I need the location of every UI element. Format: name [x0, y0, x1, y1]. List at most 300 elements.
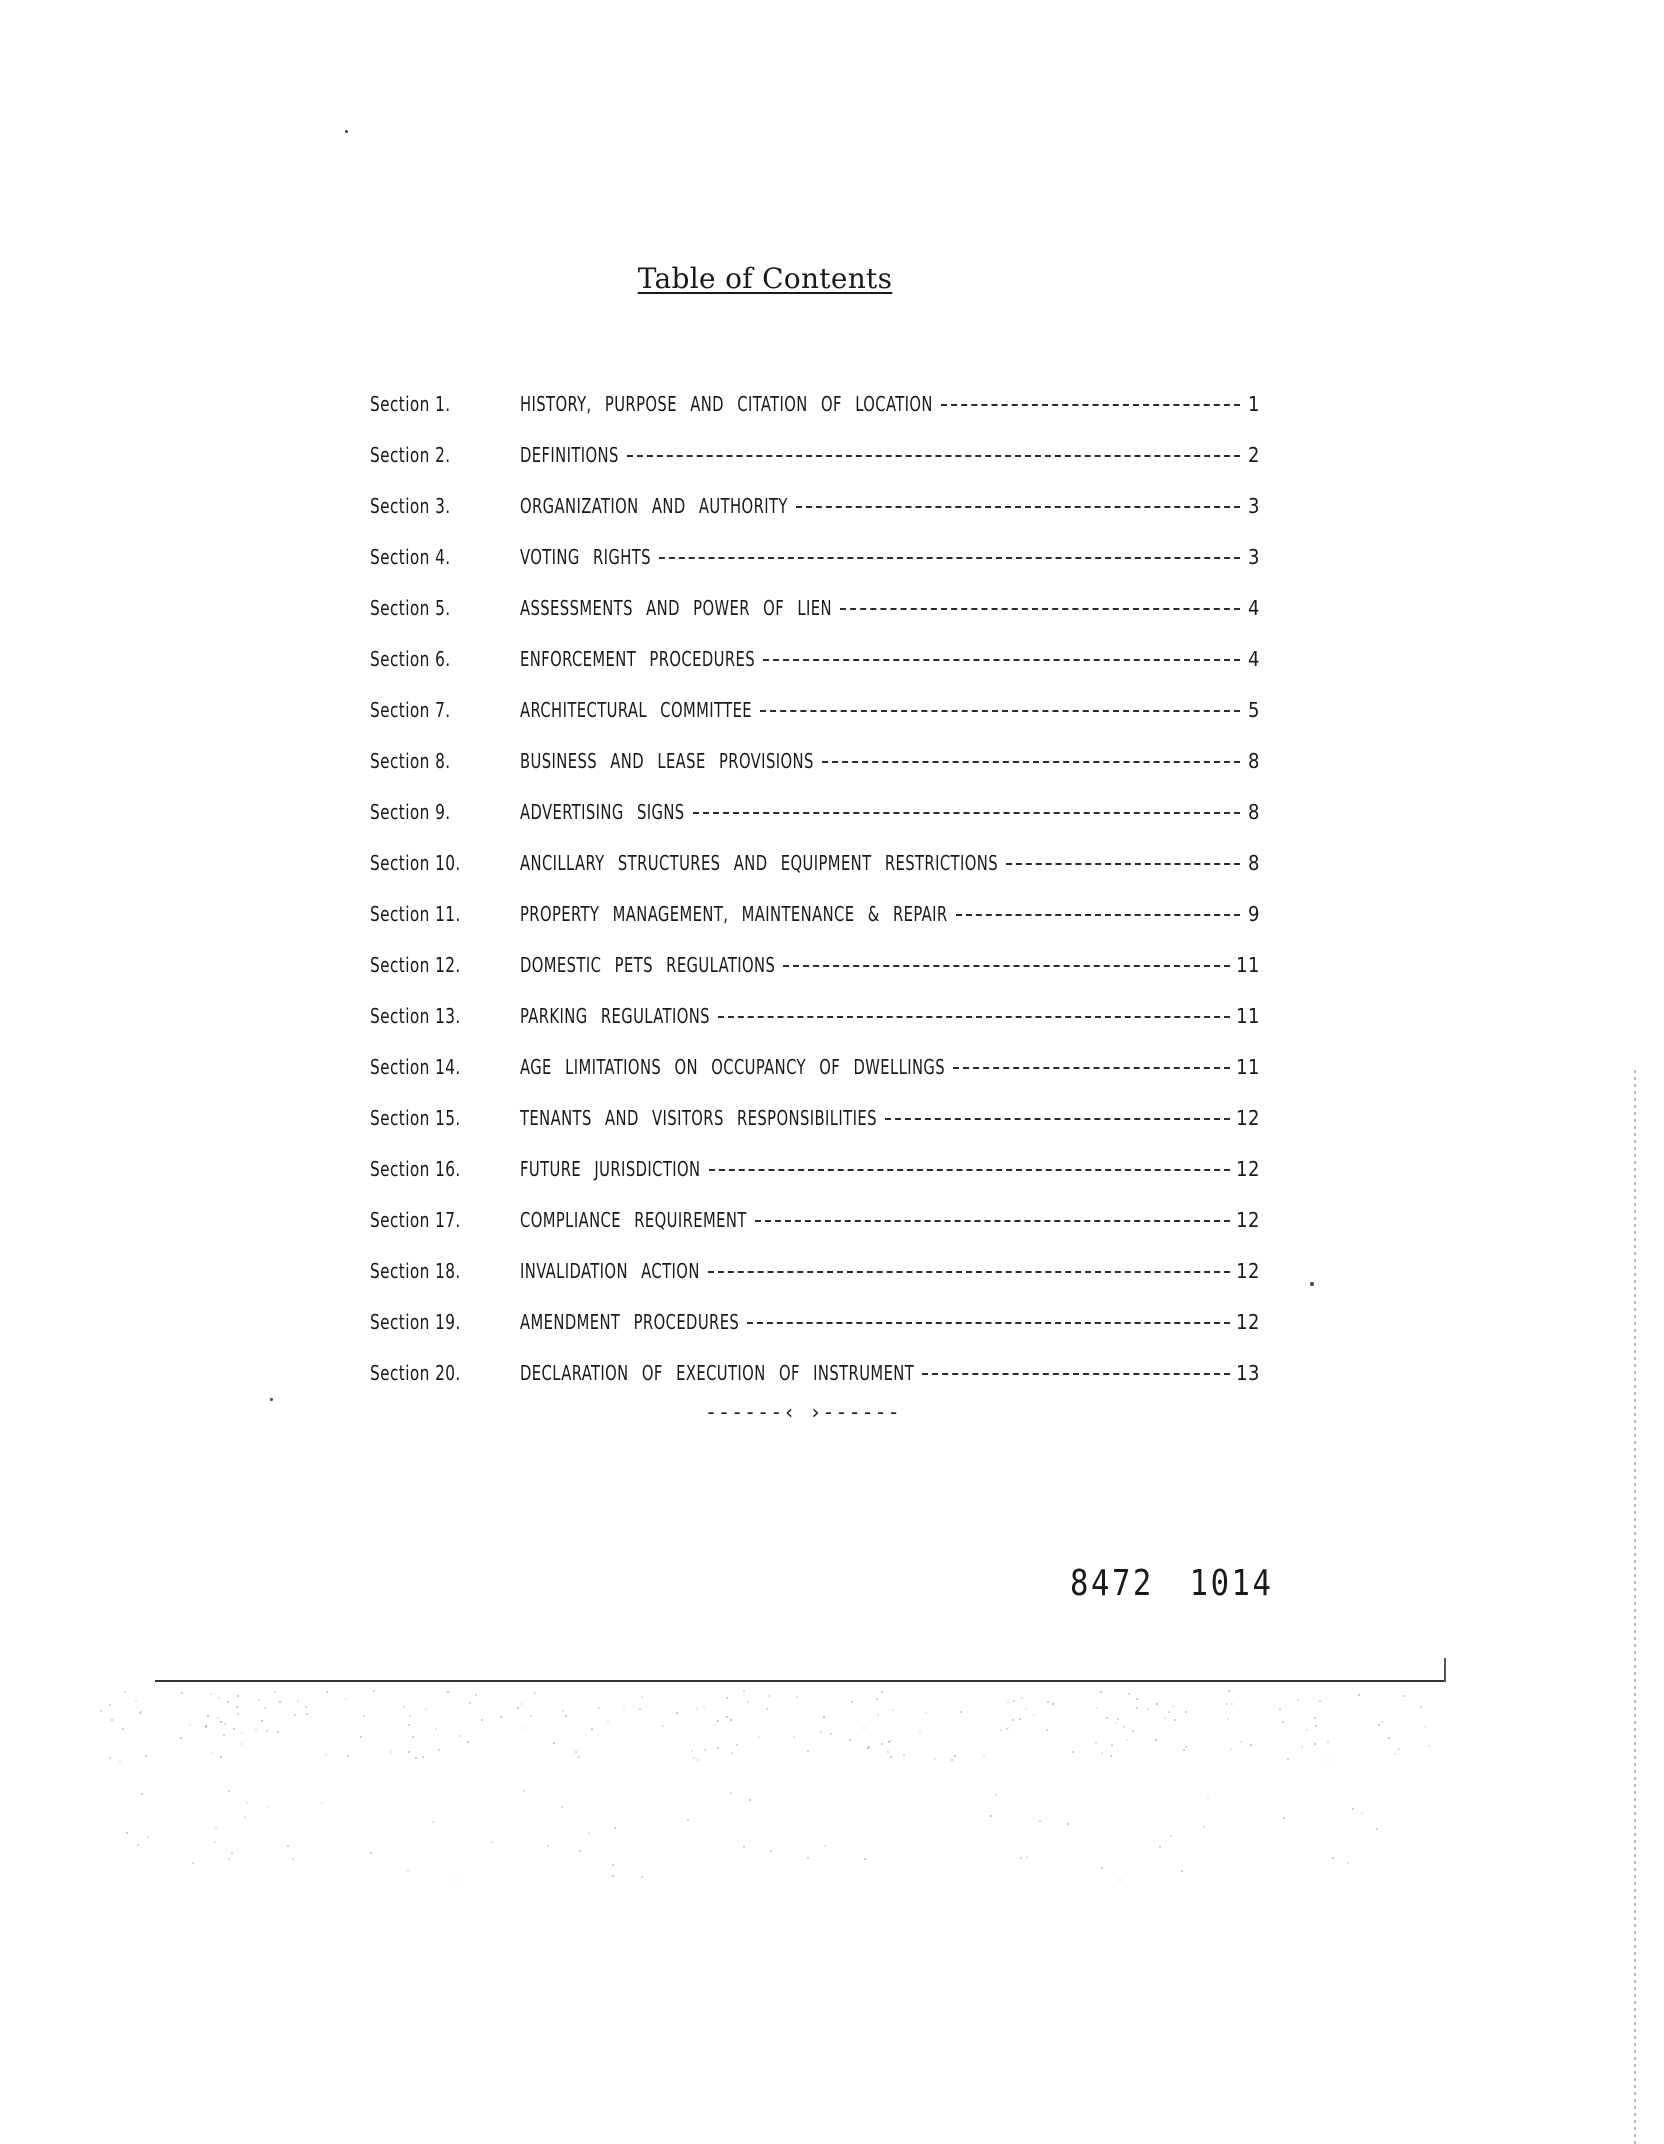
- scan-speckle: [1168, 1711, 1170, 1713]
- toc-dot-leader: [783, 965, 1230, 967]
- scan-speckle: [758, 1736, 760, 1738]
- scan-speckle: [925, 1712, 927, 1714]
- scan-speckle: [180, 1737, 182, 1739]
- scan-speckle: [1181, 1870, 1183, 1872]
- scan-speckle: [995, 1794, 997, 1796]
- toc-entry-body: [520, 443, 1260, 467]
- scan-speckle: [1110, 1755, 1112, 1757]
- scan-speckle: [292, 1858, 294, 1860]
- toc-section-title: AMENDMENT PROCEDURES: [520, 1309, 740, 1334]
- scan-speckle: [1126, 1739, 1128, 1741]
- scan-speckle: [534, 1692, 536, 1694]
- toc-entry: [370, 429, 1260, 480]
- toc-page-number: 2: [1248, 442, 1260, 467]
- scan-speckle: [266, 1730, 268, 1732]
- scan-speckle: [1203, 1826, 1205, 1828]
- toc-page-number: 4: [1248, 595, 1260, 620]
- scan-speckle: [1106, 1717, 1108, 1719]
- scan-speckle: [726, 1716, 728, 1718]
- scan-speckle: [274, 1691, 276, 1693]
- scan-speckle: [726, 1697, 728, 1699]
- scan-speckle: [1119, 1879, 1121, 1881]
- scan-speckle: [223, 1734, 225, 1736]
- toc-entry-body: [520, 902, 1260, 926]
- scan-speckle: [432, 1821, 434, 1823]
- toc-section-title: COMPLIANCE REQUIREMENT: [520, 1207, 747, 1232]
- scan-speckle: [562, 1710, 564, 1712]
- scan-speckle: [796, 1696, 798, 1698]
- scan-speckle: [475, 1694, 477, 1696]
- toc-section-title: ORGANIZATION AND AUTHORITY: [520, 493, 788, 518]
- toc-page-number: 13: [1236, 1360, 1260, 1385]
- scan-speckle: [717, 1720, 719, 1722]
- toc-entry: [370, 1143, 1260, 1194]
- scan-speckle: [1352, 1808, 1354, 1810]
- toc-entry: [370, 1092, 1260, 1143]
- scan-speckle: [1327, 1759, 1329, 1761]
- scan-speckle: [326, 1691, 328, 1693]
- toc-dot-leader: [822, 761, 1240, 763]
- scan-speckle: [210, 1693, 212, 1695]
- toc-dot-leader: [693, 812, 1240, 814]
- scan-speckle: [297, 1700, 299, 1702]
- scan-speckle: [192, 1862, 194, 1864]
- scan-speckle: [1000, 1729, 1002, 1731]
- scan-speckle: [1095, 1742, 1097, 1744]
- toc-entry: [370, 888, 1260, 939]
- toc-section-number: Section 9.: [370, 799, 451, 824]
- scan-speckle: [697, 1759, 699, 1761]
- scan-speckle: [1039, 1820, 1041, 1822]
- scan-speckle: [768, 1695, 770, 1697]
- scan-speckle: [1174, 1719, 1176, 1721]
- scan-speckle: [1388, 1737, 1390, 1739]
- scan-speckle: [823, 1716, 825, 1718]
- scan-speckle: [373, 1690, 375, 1692]
- toc-page-number: 1: [1248, 391, 1260, 416]
- scan-speckle: [614, 1827, 616, 1829]
- scan-speckle: [553, 1742, 555, 1744]
- toc-dot-leader: [763, 659, 1240, 661]
- scan-speckle: [409, 1715, 411, 1717]
- scan-speckle: [703, 1706, 705, 1708]
- toc-entry: [370, 582, 1260, 633]
- footer-rule: [155, 1680, 1445, 1682]
- scan-speckle: [598, 1707, 600, 1709]
- scan-speckle: [1123, 1726, 1125, 1728]
- scan-speckle: [360, 1736, 362, 1738]
- scan-speckle: [438, 1749, 440, 1751]
- scan-speckle: [1227, 1718, 1229, 1720]
- scan-speckle: [500, 1716, 502, 1718]
- scan-speckle: [881, 1691, 883, 1693]
- scan-speckle: [743, 1690, 745, 1692]
- scan-speckle: [830, 1733, 832, 1735]
- toc-section-title: ASSESSMENTS AND POWER OF LIEN: [520, 595, 832, 620]
- scan-speckle: [181, 1692, 183, 1694]
- scan-speckle: [1136, 1707, 1138, 1709]
- toc-section-title: DOMESTIC PETS REGULATIONS: [520, 952, 776, 977]
- toc-page-number: 8: [1248, 850, 1260, 875]
- scan-speckle: [126, 1832, 128, 1834]
- recording-book-page-stamp: [1070, 1563, 1273, 1604]
- scan-speckle: [696, 1708, 698, 1710]
- scan-speckle: [578, 1756, 580, 1758]
- toc-section-title: DEFINITIONS: [520, 442, 619, 467]
- scan-speckle: [277, 1731, 279, 1733]
- toc-entry: [370, 1296, 1260, 1347]
- scan-speckle: [747, 1701, 749, 1703]
- scan-speckle: [347, 1755, 349, 1757]
- toc-dot-leader: [708, 1271, 1230, 1273]
- toc-entry-body: [520, 953, 1260, 977]
- toc-dot-leader: [840, 608, 1240, 610]
- scan-speckle: [231, 1852, 233, 1854]
- stray-dot: [270, 1398, 273, 1401]
- toc-page-number: 12: [1236, 1309, 1260, 1334]
- toc-section-number: Section 19.: [370, 1309, 461, 1334]
- page-number: 1014: [1189, 1563, 1274, 1604]
- scan-speckle: [1046, 1729, 1048, 1731]
- scan-speckle: [211, 1752, 213, 1754]
- scan-speckle: [236, 1706, 238, 1708]
- scan-speckle: [1225, 1703, 1227, 1705]
- scan-speckle: [919, 1730, 921, 1732]
- scan-speckle: [1240, 1741, 1242, 1743]
- scan-speckle: [279, 1701, 281, 1703]
- scan-speckle: [422, 1756, 424, 1758]
- toc-entry: [370, 480, 1260, 531]
- toc-entry: [370, 1041, 1260, 1092]
- scan-speckle: [1332, 1857, 1334, 1859]
- toc-section-title: TENANTS AND VISITORS RESPONSIBILITIES: [520, 1105, 877, 1130]
- end-of-contents-mark: ------‹ ›------: [705, 1400, 901, 1424]
- scan-speckle: [1096, 1707, 1098, 1709]
- toc-entry-body: [520, 1055, 1260, 1079]
- scan-speckle: [824, 1845, 826, 1847]
- scan-speckle: [217, 1717, 219, 1719]
- scan-speckle: [244, 1816, 246, 1818]
- toc-page-number: 12: [1236, 1207, 1260, 1232]
- toc-entry-body: [520, 647, 1260, 671]
- scan-speckle: [455, 1879, 457, 1881]
- scan-speckle: [447, 1691, 449, 1693]
- scan-speckle: [565, 1715, 567, 1717]
- scan-speckle: [1185, 1711, 1187, 1713]
- toc-page-number: 8: [1248, 799, 1260, 824]
- scan-speckle: [325, 1754, 327, 1756]
- scan-speckle: [1228, 1690, 1230, 1692]
- scan-speckle: [240, 1743, 242, 1745]
- toc-section-title: PARKING REGULATIONS: [520, 1003, 710, 1028]
- scan-speckle: [1111, 1744, 1113, 1746]
- scan-speckle: [749, 1799, 751, 1801]
- toc-section-title: PROPERTY MANAGEMENT, MAINTENANCE & REPAIR: [520, 901, 948, 926]
- scan-speckle: [220, 1721, 222, 1723]
- scan-speckle: [820, 1731, 822, 1733]
- scan-speckle: [481, 1719, 483, 1721]
- scan-speckle: [849, 1739, 851, 1741]
- scan-speckle: [730, 1792, 732, 1794]
- toc-section-number: Section 6.: [370, 646, 451, 671]
- scan-speckle: [1155, 1739, 1157, 1741]
- scan-speckle: [1250, 1744, 1252, 1746]
- scan-speckle: [588, 1832, 590, 1834]
- toc-entry: [370, 990, 1260, 1041]
- toc-entry-body: [520, 698, 1260, 722]
- toc-section-number: Section 1.: [370, 391, 451, 416]
- scan-speckle: [607, 1721, 609, 1723]
- toc-entry-body: [520, 1259, 1260, 1283]
- toc-section-number: Section 18.: [370, 1258, 461, 1283]
- scan-speckle: [892, 1709, 894, 1711]
- scan-speckle: [1358, 1694, 1360, 1696]
- scan-speckle: [370, 1852, 372, 1854]
- scan-speckle: [1172, 1705, 1174, 1707]
- scan-speckle: [575, 1751, 577, 1753]
- toc-section-number: Section 17.: [370, 1207, 461, 1232]
- scan-speckle: [1132, 1730, 1134, 1732]
- toc-page-number: 3: [1248, 493, 1260, 518]
- scan-speckle: [877, 1714, 879, 1716]
- scan-speckle: [1136, 1698, 1138, 1700]
- toc-entry-body: [520, 1004, 1260, 1028]
- scan-speckle: [691, 1750, 693, 1752]
- scan-speckle: [766, 1708, 768, 1710]
- scan-speckle: [124, 1691, 126, 1693]
- scan-speckle: [1072, 1751, 1074, 1753]
- toc-page-number: 5: [1248, 697, 1260, 722]
- scan-speckle: [137, 1844, 139, 1846]
- scan-speckle: [111, 1719, 113, 1721]
- scan-speckle: [122, 1728, 124, 1730]
- toc-section-number: Section 8.: [370, 748, 451, 773]
- toc-entry-body: [520, 1361, 1260, 1385]
- scan-speckle: [1279, 1708, 1281, 1710]
- scan-speckle: [807, 1857, 809, 1859]
- scan-speckle: [408, 1751, 410, 1753]
- toc-dot-leader: [941, 404, 1240, 406]
- toc-dot-leader: [796, 506, 1240, 508]
- scan-speckle: [264, 1707, 266, 1709]
- scan-speckle: [246, 1802, 248, 1804]
- toc-section-title: AGE LIMITATIONS ON OCCUPANCY OF DWELLINGS: [520, 1054, 946, 1079]
- scan-speckle: [1230, 1748, 1232, 1750]
- scan-speckle: [770, 1850, 772, 1852]
- scan-speckle: [403, 1706, 405, 1708]
- toc-section-number: Section 16.: [370, 1156, 461, 1181]
- scan-speckle: [491, 1841, 493, 1843]
- scan-speckle: [623, 1706, 625, 1708]
- toc-section-number: Section 11.: [370, 901, 461, 926]
- scan-speckle: [1231, 1703, 1233, 1705]
- toc-page-number: 8: [1248, 748, 1260, 773]
- scan-speckle: [1007, 1701, 1009, 1703]
- scan-speckle: [1420, 1706, 1422, 1708]
- toc-section-number: Section 14.: [370, 1054, 461, 1079]
- scan-speckle: [876, 1698, 878, 1700]
- scan-speckle: [261, 1720, 263, 1722]
- scan-speckle: [1021, 1697, 1023, 1699]
- scan-speckle: [233, 1728, 235, 1730]
- toc-section-title: ARCHITECTURAL COMMITTEE: [520, 697, 753, 722]
- scan-speckle: [890, 1756, 892, 1758]
- scan-speckle: [522, 1727, 524, 1729]
- toc-section-title: ANCILLARY STRUCTURES AND EQUIPMENT RESTRICTIONS: [520, 850, 998, 875]
- scan-speckle: [147, 1836, 149, 1838]
- stray-dot: [345, 130, 348, 133]
- toc-page-number: 11: [1236, 1054, 1260, 1079]
- toc-entry: [370, 786, 1260, 837]
- toc-section-title: FUTURE JURISDICTION: [520, 1156, 701, 1181]
- scan-speckle: [1428, 1745, 1430, 1747]
- scan-speckle: [1381, 1721, 1383, 1723]
- toc-page-number: 9: [1248, 901, 1260, 926]
- scan-speckle: [889, 1740, 891, 1742]
- scan-speckle: [425, 1708, 427, 1710]
- table-of-contents: [370, 378, 1260, 1398]
- footer-rule-end: [1440, 1658, 1446, 1682]
- toc-section-number: Section 12.: [370, 952, 461, 977]
- scan-speckle: [591, 1728, 593, 1730]
- scan-speckle: [881, 1743, 883, 1745]
- scan-speckle: [1147, 1708, 1149, 1710]
- toc-entry: [370, 735, 1260, 786]
- scan-speckle: [267, 1806, 269, 1808]
- toc-dot-leader: [627, 455, 1240, 457]
- toc-section-number: Section 4.: [370, 544, 451, 569]
- toc-entry: [370, 1347, 1260, 1398]
- scan-speckle: [287, 1845, 289, 1847]
- scan-speckle: [934, 1758, 936, 1760]
- scan-speckle: [561, 1806, 563, 1808]
- book-number: 8472: [1070, 1563, 1154, 1604]
- scan-speckle: [1207, 1797, 1209, 1799]
- scan-speckle: [530, 1715, 532, 1717]
- scan-speckle: [1052, 1703, 1054, 1705]
- scan-edge: [1634, 1070, 1636, 2144]
- toc-page-number: 11: [1236, 1003, 1260, 1028]
- scan-speckle: [306, 1713, 308, 1715]
- scan-speckle: [408, 1724, 410, 1726]
- scan-speckle: [1100, 1691, 1102, 1693]
- toc-section-title: VOTING RIGHTS: [520, 544, 651, 569]
- toc-section-number: Section 15.: [370, 1105, 461, 1130]
- stray-dot: [1310, 1282, 1314, 1286]
- scan-speckle: [1306, 1729, 1308, 1731]
- toc-page-number: 12: [1236, 1105, 1260, 1130]
- toc-entry-body: [520, 392, 1260, 416]
- scan-speckle: [1378, 1724, 1380, 1726]
- scan-speckle: [1025, 1708, 1027, 1710]
- scan-speckle: [1183, 1749, 1185, 1751]
- scan-speckle: [676, 1712, 678, 1714]
- scan-speckle: [1047, 1701, 1049, 1703]
- toc-entry: [370, 378, 1260, 429]
- scan-speckle: [241, 1732, 243, 1734]
- scan-speckle: [612, 1864, 614, 1866]
- scan-speckle: [951, 1759, 953, 1761]
- scan-speckle: [954, 1755, 956, 1757]
- scan-speckle: [469, 1702, 471, 1704]
- scan-speckle: [207, 1715, 209, 1717]
- toc-dot-leader: [659, 557, 1240, 559]
- scan-speckle: [467, 1741, 469, 1743]
- scan-speckle: [717, 1747, 719, 1749]
- toc-entry-body: [520, 851, 1260, 875]
- toc-section-title: DECLARATION OF EXECUTION OF INSTRUMENT: [520, 1360, 915, 1385]
- toc-entry: [370, 837, 1260, 888]
- scan-speckle: [547, 1845, 549, 1847]
- toc-entry-body: [520, 1157, 1260, 1181]
- toc-page-number: 3: [1248, 544, 1260, 569]
- toc-entry: [370, 684, 1260, 735]
- toc-dot-leader: [953, 1067, 1230, 1069]
- scan-speckle: [612, 1875, 614, 1877]
- scan-speckle: [145, 1755, 147, 1757]
- scan-speckle: [294, 1714, 296, 1716]
- scan-speckle: [228, 1858, 230, 1860]
- toc-dot-leader: [1006, 863, 1240, 865]
- scan-speckle: [119, 1760, 121, 1762]
- toc-section-number: Section 3.: [370, 493, 451, 518]
- toc-entry-body: [520, 1106, 1260, 1130]
- toc-section-title: INVALIDATION ACTION: [520, 1258, 700, 1283]
- scan-speckle: [1019, 1718, 1021, 1720]
- toc-entry-body: [520, 494, 1260, 518]
- scan-speckle: [218, 1697, 220, 1699]
- scan-speckle: [887, 1751, 889, 1753]
- scan-speckle: [517, 1707, 519, 1709]
- scan-speckle: [579, 1850, 581, 1852]
- toc-section-number: Section 20.: [370, 1360, 461, 1385]
- scan-speckle: [135, 1700, 137, 1702]
- scan-speckle: [1297, 1699, 1299, 1701]
- scan-speckle: [412, 1736, 414, 1738]
- scan-speckle: [1067, 1823, 1069, 1825]
- scan-speckle: [1314, 1717, 1316, 1719]
- scan-speckle: [687, 1819, 689, 1821]
- scan-speckle: [1026, 1856, 1028, 1858]
- toc-dot-leader: [755, 1220, 1230, 1222]
- scan-speckle: [1033, 1714, 1035, 1716]
- scan-speckle: [109, 1704, 111, 1706]
- scan-speckle: [139, 1712, 141, 1714]
- toc-entry: [370, 1245, 1260, 1296]
- scan-speckle: [1012, 1719, 1014, 1721]
- scan-speckle: [693, 1757, 695, 1759]
- scan-speckle: [237, 1713, 239, 1715]
- toc-section-number: Section 13.: [370, 1003, 461, 1028]
- toc-page-number: 12: [1236, 1156, 1260, 1181]
- toc-dot-leader: [885, 1118, 1230, 1120]
- scan-speckle: [1128, 1693, 1130, 1695]
- scan-speckle: [227, 1701, 229, 1703]
- scan-speckle: [141, 1793, 143, 1795]
- scan-speckle: [730, 1719, 732, 1721]
- scan-speckle: [1283, 1817, 1285, 1819]
- scan-speckle: [867, 1747, 869, 1749]
- scan-speckle: [1315, 1725, 1317, 1727]
- scan-speckle: [1327, 1741, 1329, 1743]
- toc-entry: [370, 939, 1260, 990]
- toc-dot-leader: [922, 1373, 1230, 1375]
- scan-speckle: [1101, 1867, 1103, 1869]
- scan-speckle: [1301, 1746, 1303, 1748]
- scan-speckle: [1424, 1726, 1426, 1728]
- scan-speckle: [793, 1736, 795, 1738]
- scan-speckle: [305, 1706, 307, 1708]
